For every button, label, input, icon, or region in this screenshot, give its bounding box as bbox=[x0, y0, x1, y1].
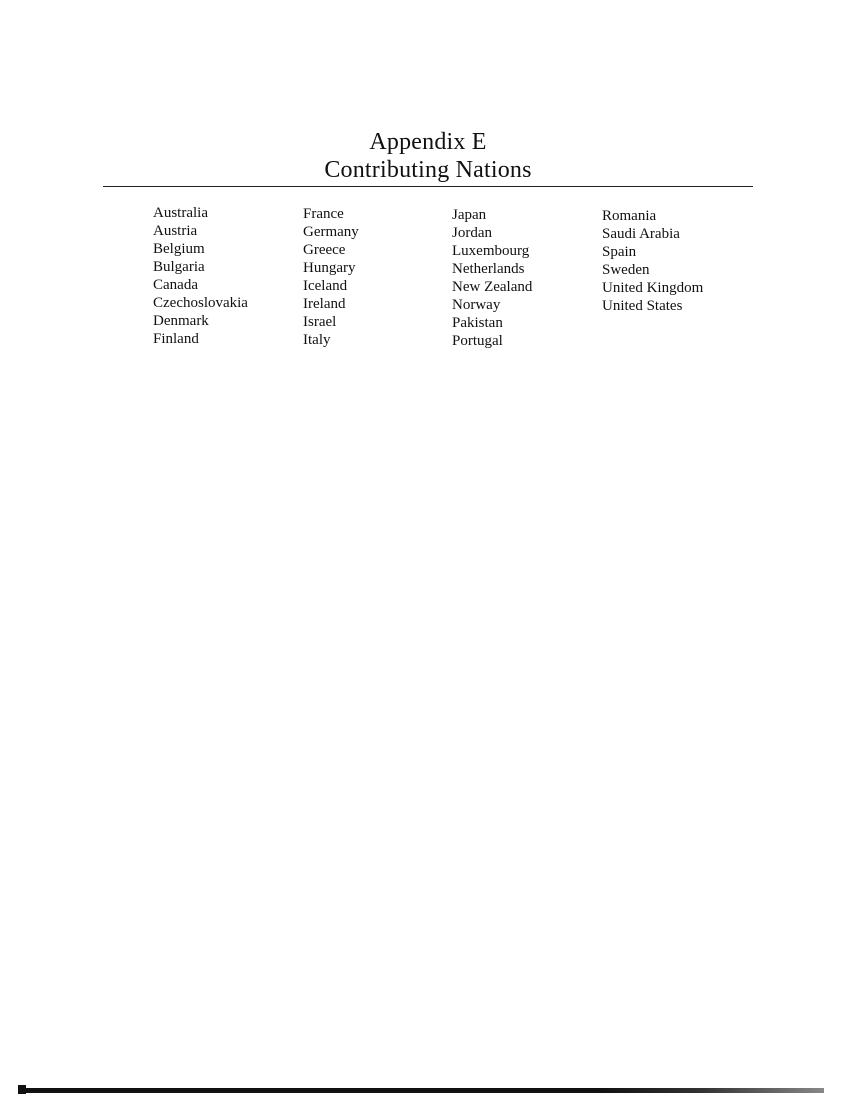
nation-name: United Kingdom bbox=[602, 280, 704, 296]
nation-name: Hungary bbox=[303, 260, 356, 276]
nation-name: Austria bbox=[153, 223, 198, 239]
nation-name: Japan bbox=[452, 207, 487, 223]
nation-name: New Zealand bbox=[452, 279, 533, 295]
nation-name: Italy bbox=[303, 332, 331, 348]
nation-name: Luxembourg bbox=[452, 243, 530, 259]
nation-name: Australia bbox=[153, 205, 208, 221]
nation-name: Denmark bbox=[153, 313, 209, 329]
nation-name: Spain bbox=[602, 244, 637, 260]
nation-name: Netherlands bbox=[452, 261, 525, 277]
appendix-heading bbox=[0, 128, 856, 184]
nation-name: Czechoslovakia bbox=[153, 295, 248, 311]
nation-name: United States bbox=[602, 298, 683, 314]
nation-name: Canada bbox=[153, 277, 198, 293]
nations-column-3 bbox=[452, 206, 532, 350]
nation-name: Finland bbox=[153, 331, 199, 347]
nation-name: Germany bbox=[303, 224, 359, 240]
nation-name: Bulgaria bbox=[153, 259, 205, 275]
heading-rule bbox=[103, 186, 753, 187]
nation-name: France bbox=[303, 206, 344, 222]
nation-name: Belgium bbox=[153, 241, 205, 257]
nation-name: Israel bbox=[303, 314, 337, 330]
nation-name: Romania bbox=[602, 208, 657, 224]
nations-column-4 bbox=[602, 207, 703, 315]
nations-column-1 bbox=[153, 204, 248, 348]
nations-column-2 bbox=[303, 205, 359, 349]
nation-name: Jordan bbox=[452, 225, 492, 241]
nation-name: Norway bbox=[452, 297, 501, 313]
nation-name: Saudi Arabia bbox=[602, 226, 680, 242]
appendix-title: Appendix E bbox=[369, 129, 487, 155]
nation-name: Greece bbox=[303, 242, 346, 258]
nation-name: Iceland bbox=[303, 278, 348, 294]
nation-name: Ireland bbox=[303, 296, 346, 312]
nation-name: Pakistan bbox=[452, 315, 503, 331]
nation-name: Portugal bbox=[452, 333, 503, 349]
scan-edge-bar bbox=[18, 1088, 824, 1093]
nation-name: Sweden bbox=[602, 262, 650, 278]
scan-edge-mark bbox=[18, 1085, 26, 1094]
nations-list bbox=[0, 204, 856, 364]
appendix-subtitle: Contributing Nations bbox=[324, 157, 532, 183]
